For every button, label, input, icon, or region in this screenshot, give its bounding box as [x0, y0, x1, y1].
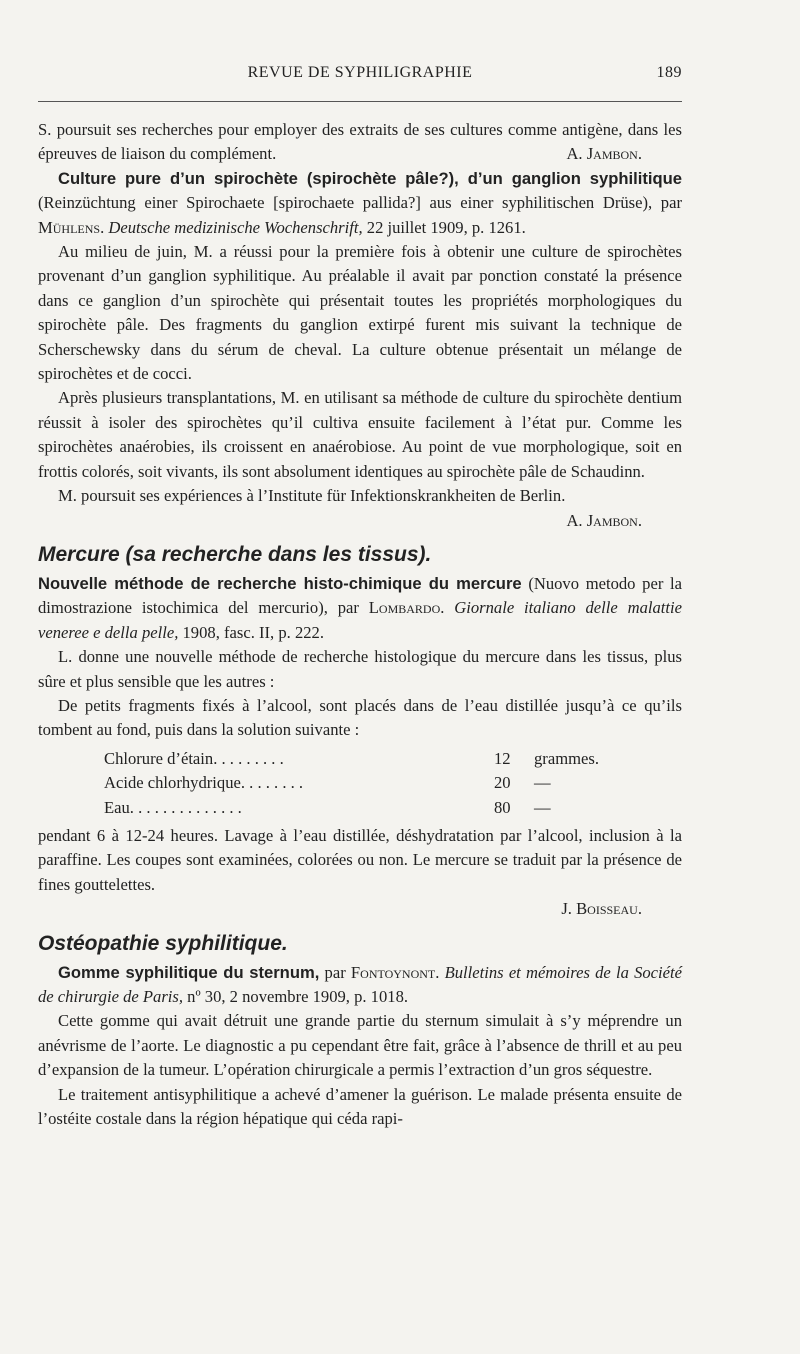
paragraph: Le traitement antisyphilitique a achevé d’amener la guérison. Le malade présenta ensuite de l’ostéite costale dans la région hépatique qui céda rapi- — [38, 1084, 682, 1128]
entry-ref: . — [100, 217, 109, 237]
entry-journal: Giornale italiano delle malattie veneree e della pelle, — [38, 598, 682, 642]
signature: A. Jambon. — [566, 510, 642, 530]
paragraph: Après plusieurs transplantations, M. en utilisant sa méthode de culture du spirochète dentium réussit à isoler des spirochètes qu’il cultiva ensuite facilement à l’état pur. Comme les spirochètes anaérobies, ils croissent en anaérobiose. Au point de vue morphologique, soit en frottis colorés, soit vivants, ils sont absolument identiques au spirochète pâle de Schaudinn. — [38, 388, 682, 481]
article-body — [38, 118, 682, 1131]
entry-author: Lombardo — [368, 598, 441, 618]
paragraph-text: M. poursuit ses expériences à l’Institute für Infektionskrankheiten de Berlin. — [58, 486, 566, 506]
recipe-row — [104, 771, 682, 795]
paragraph — [38, 484, 682, 533]
ingredient-quantity: 80 — [494, 797, 511, 817]
review-entry-heading — [38, 572, 682, 645]
entry-ref: . — [440, 598, 455, 618]
recipe-table — [104, 747, 682, 820]
entry-ref: par — [319, 962, 351, 982]
recipe-row — [104, 796, 682, 820]
paragraph: Au milieu de juin, M. a réussi pour la première fois à obtenir une culture de spirochètes provenant d’un ganglion syphilitique. Au préalable il avait par ponction constaté la présence dans ce ganglion d’un spirochète qui présentait toutes les propriétés morphologiques du spirochète pâle. Des fragments du ganglion extirpé furent mis suivant la technique de Scherschewsky dans du sérum de cheval. La culture obtenue présentait un mélange de spirochètes et de cocci. — [38, 242, 682, 384]
page-number: 189 — [656, 64, 682, 81]
entry-ref: nº 30, 2 novembre 1909, p. 1018. — [183, 986, 409, 1006]
entry-title: Gomme syphilitique du sternum, — [58, 962, 320, 982]
ingredient-unit: — — [534, 773, 551, 793]
journal-title: REVUE DE SYPHILIGRAPHIE — [247, 64, 473, 81]
entry-author: Fontoynont — [350, 962, 436, 982]
ingredient-unit: grammes. — [534, 748, 599, 768]
ingredient-name: Acide chlorhydrique. . . . . . . . — [104, 773, 304, 793]
entry-journal: Bulletins et mémoires de la Société de chirurgie de Paris, — [38, 962, 682, 1006]
paragraph: L. donne une nouvelle méthode de recherche histologique du mercure dans les tissus, plus sûre et plus sensible que les autres : — [38, 647, 682, 691]
recipe-row — [104, 747, 682, 771]
paragraph: Cette gomme qui avait détruit une grande partie du sternum simulait à s’y méprendre un anévrisme de l’aorte. Le diagnostic a pu cependant être fait, grâce à l’absence de thrill et au peu d’expansion de la tumeur. L’opération chirurgicale a permis l’extraction d’un gros séquestre. — [38, 1011, 682, 1080]
review-entry-heading — [38, 961, 682, 1010]
ingredient-quantity: 12 — [494, 748, 511, 768]
header-rule — [38, 101, 682, 102]
ingredient-name: Eau. . . . . . . . . . . . . . — [104, 797, 242, 817]
entry-author: Mühlens — [38, 217, 101, 237]
paragraph: De petits fragments fixés à l’alcool, sont placés dans de l’eau distillée jusqu’à ce qu’ils tombent au fond, puis dans la solution suivante : — [38, 695, 682, 740]
entry-ref: . — [435, 962, 445, 982]
ingredient-unit: — — [534, 797, 551, 817]
entry-ref: (Nuovo metodo per la dimostrazione istochimica del mercurio), par — [38, 573, 682, 618]
ingredient-name: Chlorure d’étain. . . . . . . . . — [104, 748, 284, 768]
ingredient-quantity: 20 — [494, 773, 511, 793]
entry-ref: (Reinzüchtung einer Spirochaete [spirochaete pallida?] aus einer syphilitischen Drüse), par — [38, 193, 682, 213]
entry-ref: 22 juillet 1909, p. 1261. — [362, 217, 526, 237]
signature: J. Boisseau. — [561, 899, 642, 919]
review-entry-heading — [38, 167, 682, 240]
entry-title: Culture pure d’un spirochète (spirochète pâle?), d’un ganglion syphilitique — [58, 168, 682, 188]
section-heading: Ostéopathie syphilitique. — [38, 931, 288, 955]
section-heading: Mercure (sa recherche dans les tissus). — [38, 542, 432, 566]
paragraph-text: S. poursuit ses recherches pour employer des extraits de ses cultures comme antigène, dans les épreuves de liaison du complément. — [38, 120, 682, 164]
entry-ref: 1908, fasc. II, p. 222. — [178, 622, 324, 642]
paragraph: pendant 6 à 12-24 heures. Lavage à l’eau distillée, déshydratation par l’alcool, inclusion à la paraffine. Les coupes sont examinées, colorées ou non. Le mercure se traduit par la présence de fines gouttelettes. — [38, 825, 682, 894]
signature: A. Jambon. — [566, 144, 642, 164]
entry-title: Nouvelle méthode de recherche histo-chimique du mercure — [38, 573, 522, 593]
entry-journal: Deutsche medizinische Wochenschrift, — [108, 217, 363, 237]
paragraph — [38, 118, 682, 167]
